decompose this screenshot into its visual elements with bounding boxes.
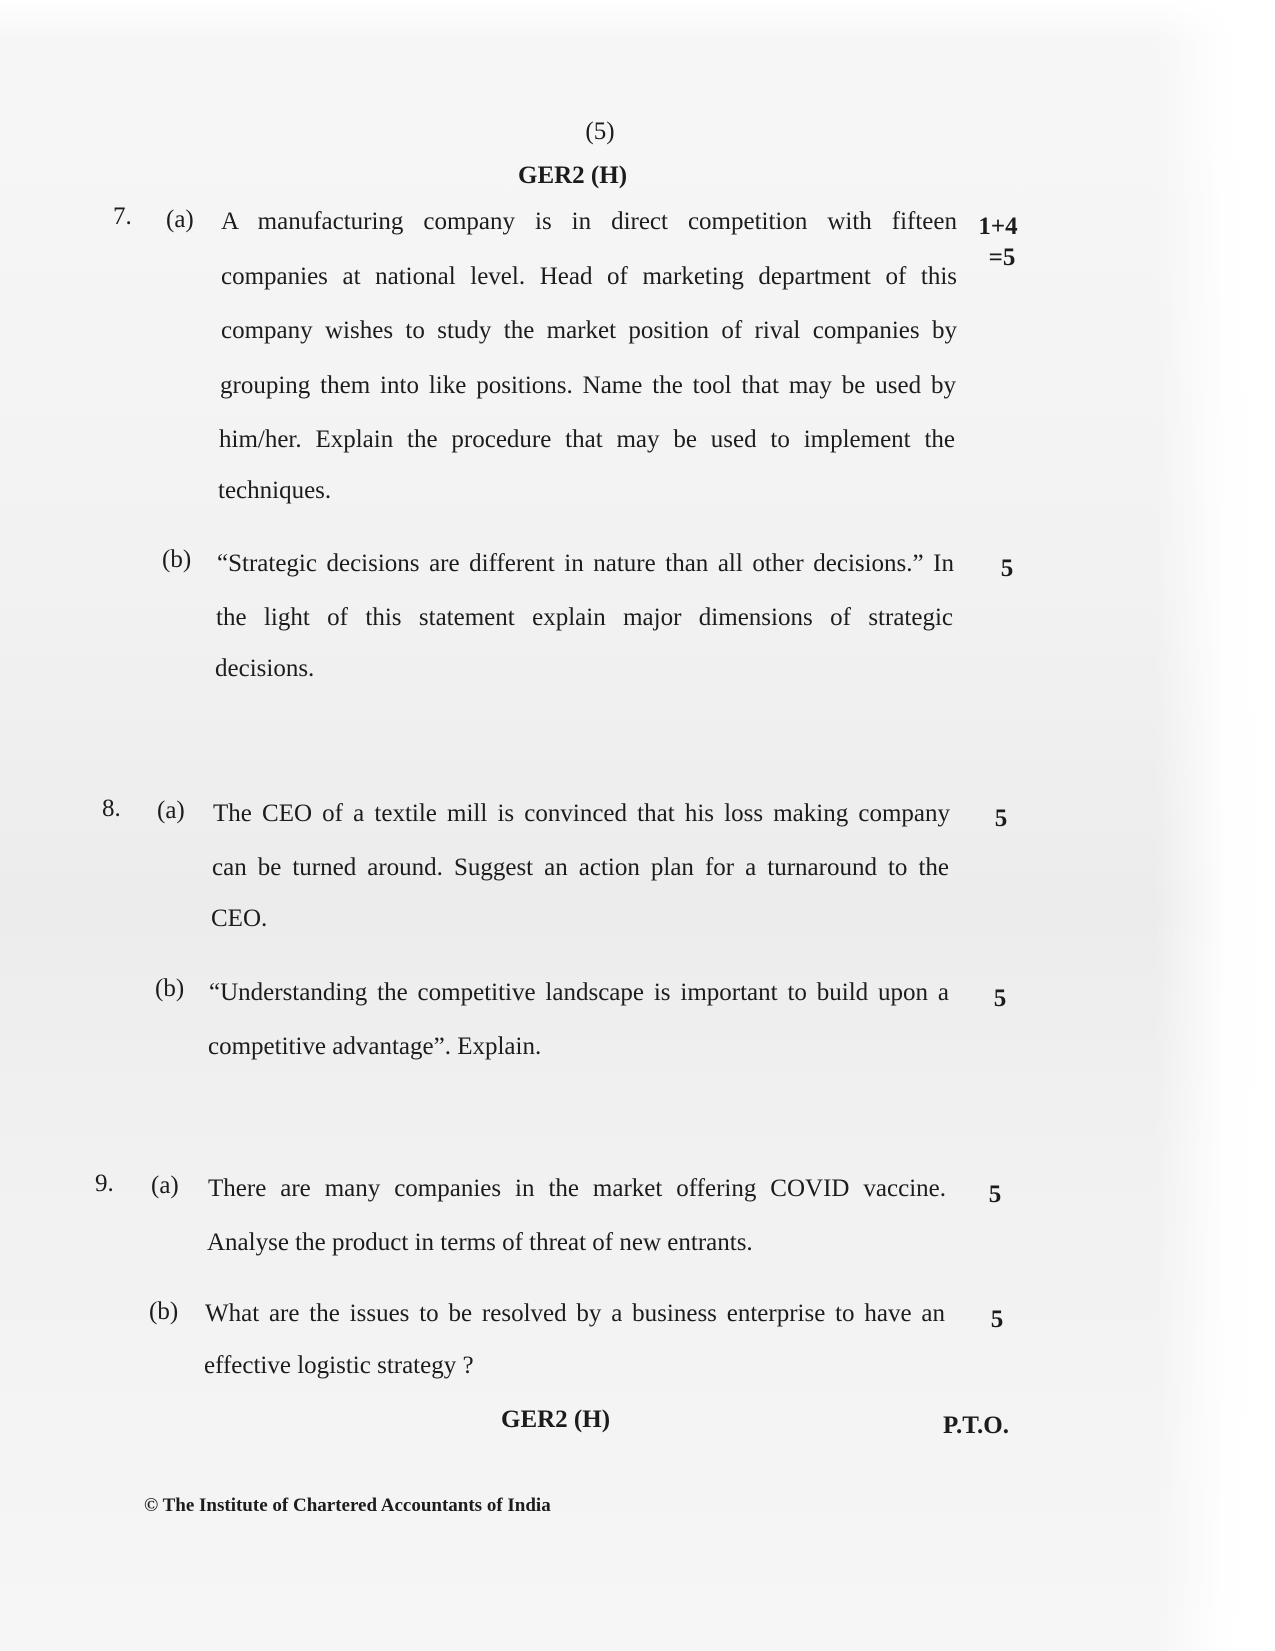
question-8-number: 8. [102,795,121,822]
question-7a-line-1: A manufacturing company is in direct competition with fifteen [221,208,957,235]
question-8a-line-1: The CEO of a textile mill is convinced that his loss making company [213,800,950,827]
question-7b-line-1: “Strategic decisions are different in nature than all other decisions.” In [217,550,954,577]
question-7-number: 7. [113,203,132,230]
question-7a-line-5: him/her. Explain the procedure that may be used to implement the [219,426,955,453]
question-8a-marks: 5 [994,805,1008,832]
question-8a-line-2: can be turned around. Suggest an action plan for a turnaround to the [212,854,949,881]
question-9a-marks: 5 [988,1181,1002,1208]
question-9-number: 9. [95,1170,114,1197]
question-8b-line-1: “Understanding the competitive landscape is important to build upon a [209,979,949,1006]
pto-label: P.T.O. [943,1412,1009,1439]
page-number: (5) [585,118,615,145]
question-7a-line-3: company wishes to study the market position of rival companies by [221,317,957,344]
question-7a-label: (a) [166,206,194,233]
question-8a-label: (a) [157,797,185,824]
question-9b-label: (b) [149,1298,179,1325]
question-8a-line-3: CEO. [211,905,268,932]
question-7b-line-3: decisions. [215,655,315,682]
question-9a-label: (a) [151,1172,179,1199]
question-7b-label: (b) [162,546,192,573]
scan-edge-right [1155,0,1275,1651]
question-7b-line-2: the light of this statement explain major dimensions of strategic [216,604,953,631]
paper-code-header: GER2 (H) [518,162,628,189]
question-7a-marks-line-1: 1+4 [978,213,1018,240]
question-7a-line-6: techniques. [218,477,332,504]
scan-edge-top [0,0,1275,40]
paper-code-footer: GER2 (H) [501,1406,611,1433]
question-7a-marks-line-2: =5 [988,244,1016,271]
question-9b-line-1: What are the issues to be resolved by a business enterprise to have an [205,1300,945,1327]
question-8b-line-2: competitive advantage”. Explain. [208,1033,542,1060]
question-7b-marks: 5 [1000,555,1014,582]
question-8b-label: (b) [155,975,185,1002]
copyright-notice: © The Institute of Chartered Accountants of India [144,1495,551,1516]
question-7a-line-4: grouping them into like positions. Name the tool that may be used by [220,372,956,399]
question-7a-line-2: companies at national level. Head of marketing department of this [221,263,957,290]
question-9a-line-1: There are many companies in the market offering COVID vaccine. [208,1175,946,1202]
question-9a-line-2: Analyse the product in terms of threat of new entrants. [207,1229,753,1256]
question-9b-marks: 5 [990,1306,1004,1333]
question-8b-marks: 5 [993,985,1007,1012]
question-9b-line-2: effective logistic strategy ? [204,1352,474,1379]
